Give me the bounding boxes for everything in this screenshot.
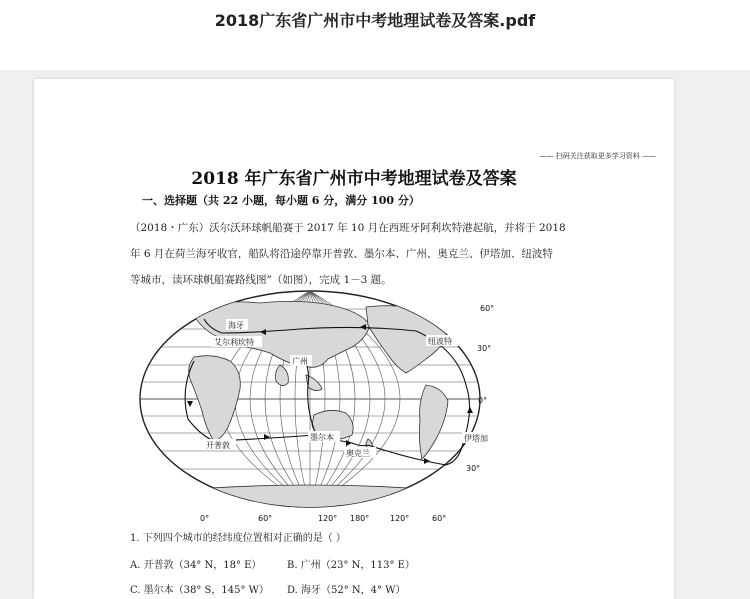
promo-text: —— 扫码关注获取更多学习资料 —— <box>539 152 656 160</box>
viewer-header <box>0 0 750 70</box>
city-label-yitajia: 伊塔加 <box>464 434 488 443</box>
lon-label: 180° <box>350 514 370 523</box>
intro-line: 等城市，读环球帆船赛路线图”（如图），完成 1－3 题。 <box>130 274 392 286</box>
intro-line: （2018・广东）沃尔沃环球帆船赛于 2017 年 10 月在西班牙阿利坎特港起航，并将于 2018 <box>130 222 566 234</box>
section-heading: 一、选择题（共 22 小题，每小题 6 分，满分 100 分） <box>142 194 420 207</box>
question-1-stem: 1. 下列四个城市的经纬度位置相对正确的是（ ） <box>130 533 346 544</box>
longitude-labels <box>200 514 446 523</box>
lat-label: 30° <box>477 344 492 353</box>
question-1-option-a: A. 开普敦（34° N，18° E） <box>130 560 262 571</box>
lat-label: 30° <box>466 464 481 473</box>
sailing-route-map <box>130 289 495 525</box>
city-label-guangzhou: 广州 <box>292 357 308 366</box>
question-1-option-c: C. 墨尔本（38° S，145° W） <box>130 585 269 596</box>
lat-label: 60° <box>480 304 495 313</box>
city-label-kaipudun: 开普敦 <box>206 441 230 450</box>
lon-label: 60° <box>258 514 273 523</box>
lon-label: 0° <box>200 514 210 523</box>
question-1-option-d: D. 海牙（52° N，4° W） <box>287 585 406 596</box>
document-page <box>34 79 674 599</box>
intro-line: 年 6 月在荷兰海牙收官，船队将沿途停靠开普敦、墨尔本、广州、奥克兰、伊塔加、纽波特 <box>130 248 553 260</box>
lon-label: 120° <box>318 514 338 523</box>
city-label-haiya: 海牙 <box>228 321 244 330</box>
question-1-option-b: B. 广州（23° N，113° E） <box>287 560 415 571</box>
city-label-alikante: 艾尔利坎特 <box>214 338 254 347</box>
city-label-moerben: 墨尔本 <box>310 433 334 442</box>
lon-label: 120° <box>390 514 410 523</box>
intro-paragraph <box>130 215 630 293</box>
city-label-niubote: 纽波特 <box>428 337 452 346</box>
lon-label: 60° <box>432 514 447 523</box>
file-title: 2018广东省广州市中考地理试卷及答案.pdf <box>214 11 536 30</box>
document-title: 2018 年广东省广州市中考地理试卷及答案 <box>191 169 517 189</box>
city-label-aokelan: 奥克兰 <box>346 449 370 458</box>
lat-label: 0° <box>478 396 488 405</box>
continents <box>170 301 466 525</box>
